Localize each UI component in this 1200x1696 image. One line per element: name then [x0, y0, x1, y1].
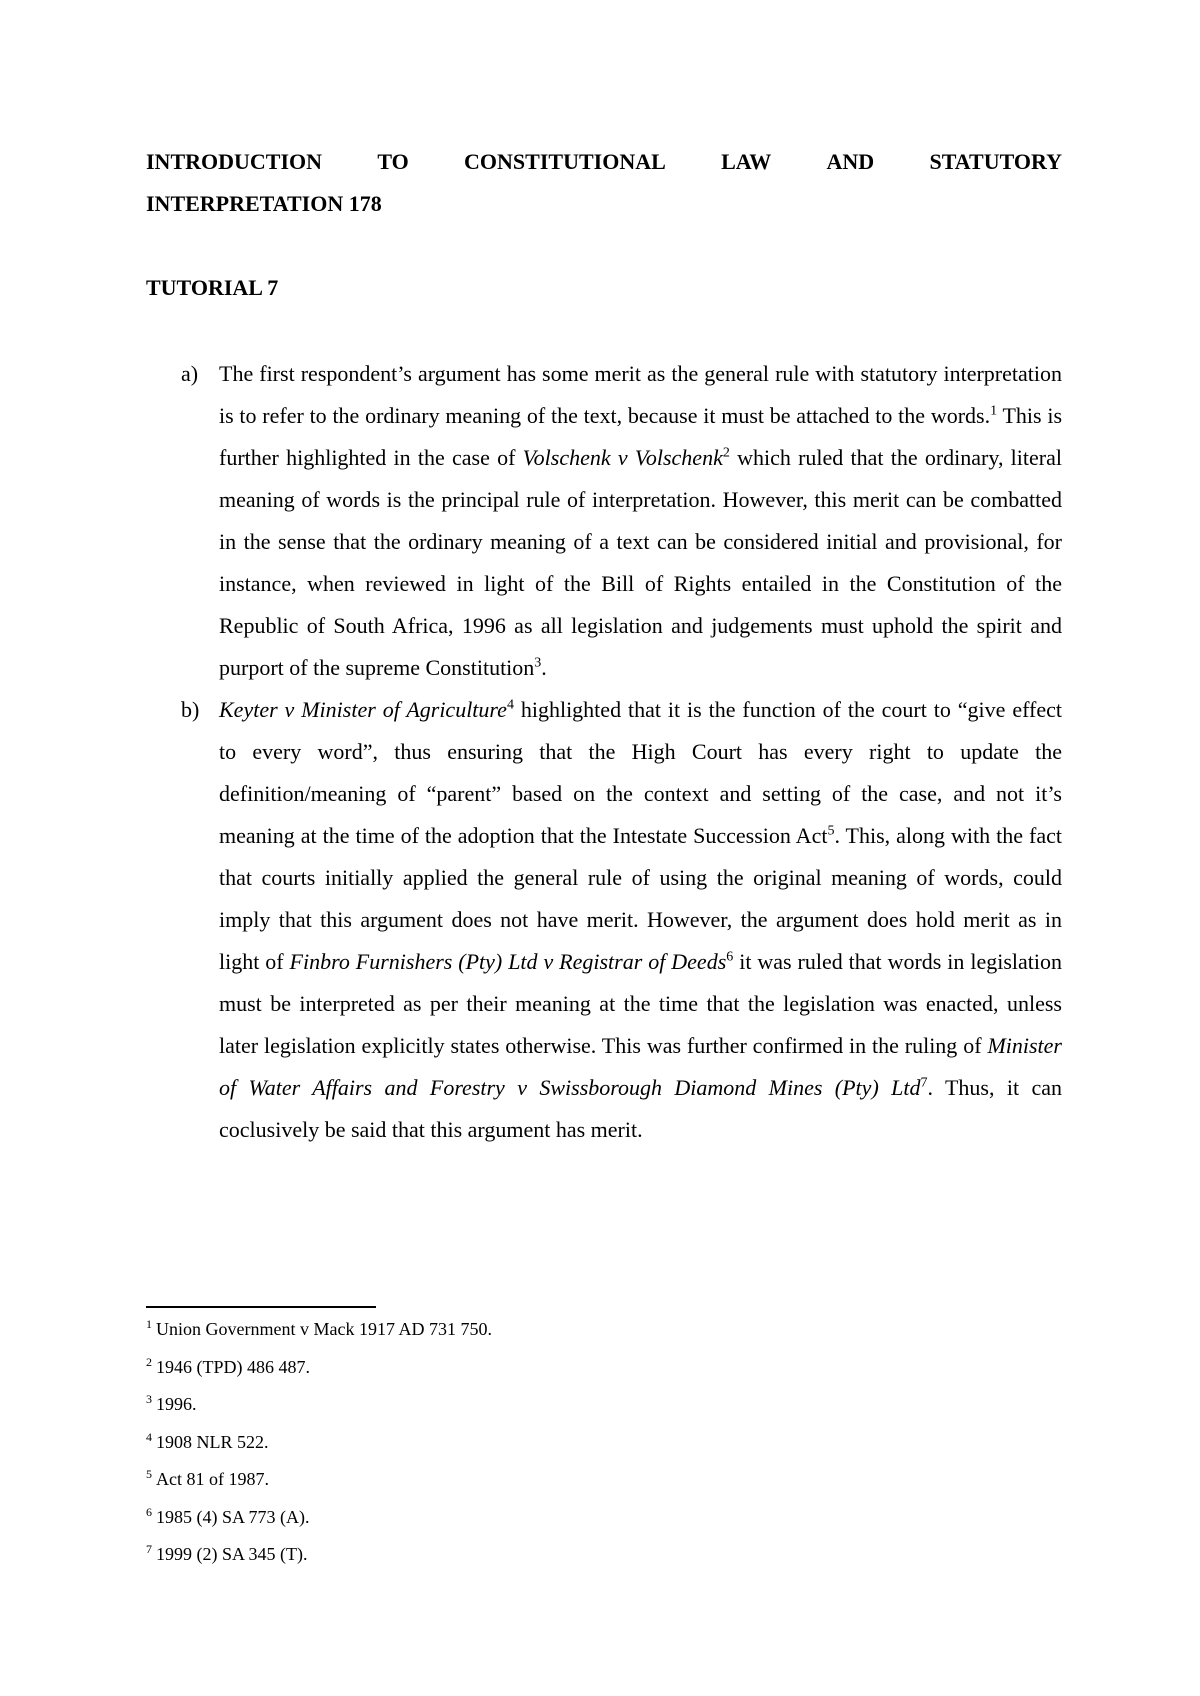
answer-marker: a) [181, 361, 199, 386]
footnote-reference: 2 [722, 445, 730, 461]
title-word: CONSTITUTIONAL [464, 149, 666, 174]
document-body [146, 141, 1062, 1151]
title-word: LAW [721, 149, 772, 174]
footnote-item [146, 1461, 746, 1499]
text-run: which ruled that the ordinary, literal meaning of words is the principal rule of interpretation. However, this merit can be combatted in the sense that the ordinary meaning of a text can be considered initial and provisional, for instance, when reviewed in light of the Bill of Rights entailed in the Constitution of the Republic of South Africa, 1996 as all legislation and judgements must uphold the spirit and purport of the supreme Constitution [219, 445, 1062, 680]
footnote-item [146, 1311, 746, 1349]
footnote-reference: 6 [726, 949, 734, 965]
footnote-number: 5 [146, 1467, 152, 1481]
footnote-separator [146, 1306, 376, 1308]
footnote-number: 7 [146, 1542, 152, 1556]
answer-item-b [146, 689, 1062, 1151]
title-word: STATUTORY [929, 149, 1062, 174]
document-title [146, 141, 1062, 225]
text-run: highlighted that it is the function of the court to “give effect to every word”, thus ensuring that the High Court has every right to update the definition/meaning of “parent” based on the context and setting of the case, and not it’s meaning at the time of the adoption that the Intestate Succession Act [219, 697, 1062, 848]
footnotes-list [146, 1311, 746, 1574]
title-line-1 [146, 141, 1062, 183]
footnote-number: 4 [146, 1429, 152, 1444]
case-citation: Keyter v Minister of Agriculture [219, 697, 507, 722]
title-line-2: INTERPRETATION 178 [146, 191, 382, 216]
footnote-text: 1985 (4) SA 773 (A). [156, 1506, 310, 1527]
footnote-text: 1996. [156, 1394, 197, 1414]
footnote-reference: 1 [990, 403, 998, 419]
case-citation: Finbro Furnishers (Pty) Ltd v Registrar of Deeds [289, 949, 727, 974]
footnote-number: 3 [146, 1392, 152, 1406]
footnote-reference: 3 [534, 655, 542, 671]
case-citation: Minister of Water Affairs and Forestry v Swissborough Diamond Mines (Pty) Ltd [219, 1033, 1062, 1100]
footnote-item [146, 1499, 746, 1537]
footnote-item [146, 1536, 746, 1574]
text-run: . Thus, it can coclusively be said that this argument has merit. [219, 1075, 1062, 1142]
footnote-reference: 4 [506, 697, 514, 713]
answer-text [219, 353, 1062, 689]
text-run: This is further highlighted in the case of [219, 403, 1062, 470]
text-run: The first respondent’s argument has some merit as the general rule with statutory interpretation is to refer to the ordinary meaning of the text, because it must be attached to the words. [219, 361, 1062, 428]
footnote-text: 1999 (2) SA 345 (T). [156, 1544, 308, 1564]
text-run: . [541, 655, 547, 680]
case-citation: Volschenk v Volschenk [522, 445, 723, 470]
footnote-number: 6 [146, 1504, 152, 1519]
answer-marker: b) [181, 697, 200, 722]
footnote-reference: 7 [920, 1075, 928, 1091]
title-word: INTRODUCTION [146, 149, 323, 174]
footnote-item [146, 1424, 746, 1462]
footnote-item [146, 1386, 746, 1424]
text-run: . This, along with the fact that courts initially applied the general rule of using the original meaning of words, could imply that this argument does not have merit. However, the argument does hold merit as in light of [219, 823, 1062, 974]
footnote-text: 1908 NLR 522. [156, 1431, 269, 1452]
footnote-number: 2 [146, 1354, 152, 1369]
title-word: AND [826, 149, 875, 174]
answer-list [146, 353, 1062, 1151]
footnote-reference: 5 [827, 823, 835, 839]
tutorial-heading: TUTORIAL 7 [146, 275, 279, 300]
answer-text [219, 689, 1062, 1151]
title-word: TO [377, 149, 409, 174]
footnote-text: Act 81 of 1987. [156, 1469, 269, 1489]
footnote-number: 1 [146, 1317, 152, 1331]
footnote-text: Union Government v Mack 1917 AD 731 750. [156, 1319, 492, 1339]
text-run: it was ruled that words in legislation must be interpreted as per their meaning at the time that the legislation was enacted, unless later legislation explicitly states otherwise. This was further confirmed in the ruling of [219, 949, 1063, 1058]
footnote-item [146, 1349, 746, 1387]
footnote-text: 1946 (TPD) 486 487. [156, 1356, 310, 1377]
answer-item-a [146, 353, 1062, 689]
